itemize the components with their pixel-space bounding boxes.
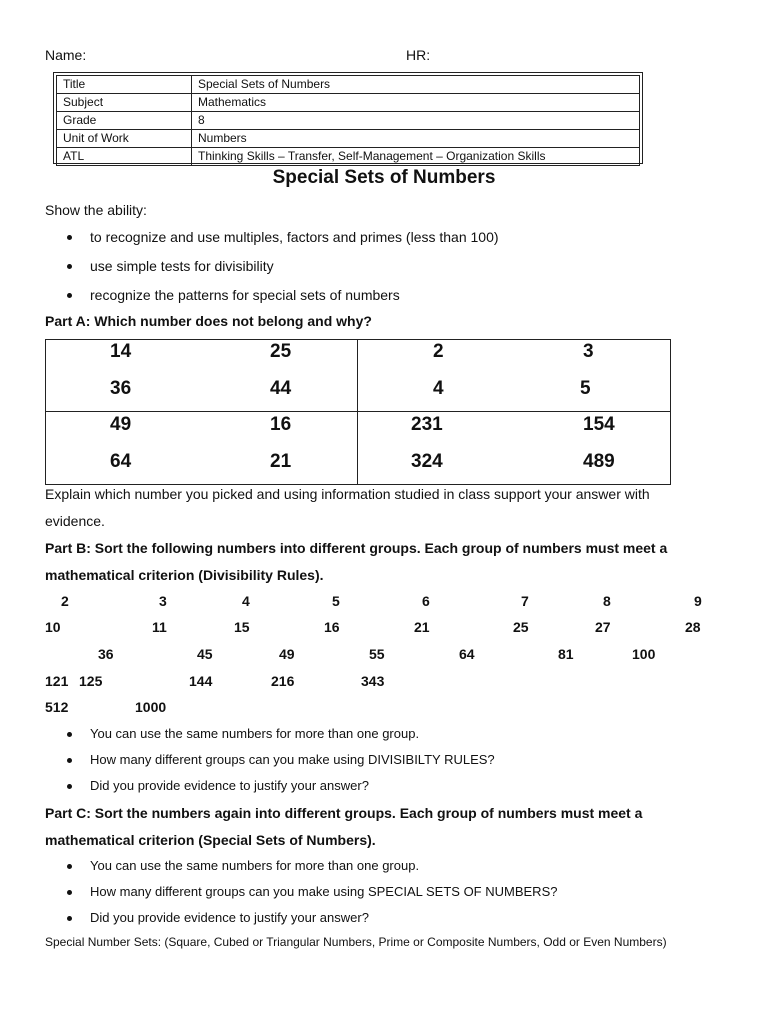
sort-number: 9 <box>694 593 702 609</box>
group-number: 4 <box>433 378 444 399</box>
bullet-dot <box>67 758 72 763</box>
sort-number: 64 <box>459 646 475 662</box>
group-number: 324 <box>411 451 443 472</box>
sort-number: 5 <box>332 593 340 609</box>
part-c-bullet: You can use the same numbers for more than one group. <box>90 858 420 873</box>
table-key: ATL <box>57 148 192 166</box>
group-number: 16 <box>270 414 292 435</box>
part-b-heading: Part B: Sort the following numbers into different groups. Each group of numbers must meet a <box>45 540 668 556</box>
sort-number: 125 <box>79 673 103 689</box>
name-label: Name: <box>45 47 87 63</box>
special-sets-footnote: Special Number Sets: (Square, Cubed or Triangular Numbers, Prime or Composite Numbers, Odd or Even Numbers) <box>45 935 667 949</box>
part-b-bullet: You can use the same numbers for more than one group. <box>90 726 420 741</box>
intro-bullet: to recognize and use multiples, factors and primes (less than 100) <box>90 229 499 245</box>
part-a-heading: Part A: Which number does not belong and why? <box>45 313 372 329</box>
grid-divider <box>45 411 671 412</box>
table-value: Thinking Skills – Transfer, Self-Management – Organization Skills <box>192 148 640 166</box>
intro-lead: Show the ability: <box>45 202 147 218</box>
part-c-heading: mathematical criterion (Special Sets of Numbers). <box>45 832 376 848</box>
sort-number: 3 <box>159 593 167 609</box>
sort-number: 15 <box>234 619 250 635</box>
sort-number: 1000 <box>135 699 167 715</box>
group-number: 5 <box>580 378 591 399</box>
intro-bullet: use simple tests for divisibility <box>90 258 274 274</box>
explain-text: Explain which number you picked and using information studied in class support your answer with <box>45 486 650 502</box>
sort-number: 512 <box>45 699 69 715</box>
bullet-dot <box>67 890 72 895</box>
intro-bullet: recognize the patterns for special sets of numbers <box>90 287 400 303</box>
table-row <box>57 130 640 148</box>
sort-number: 144 <box>189 673 213 689</box>
table-row <box>57 94 640 112</box>
sort-number: 36 <box>98 646 114 662</box>
part-b-bullet: Did you provide evidence to justify your answer? <box>90 778 369 793</box>
group-number: 2 <box>433 341 444 362</box>
table-key: Subject <box>57 94 192 112</box>
hr-label: HR: <box>406 47 431 63</box>
group-number: 49 <box>110 414 132 435</box>
sort-number: 28 <box>685 619 701 635</box>
bullet-dot <box>67 732 72 737</box>
table-row <box>57 148 640 166</box>
table-key: Title <box>57 76 192 94</box>
part-b-bullet: How many different groups can you make using DIVISIBILTY RULES? <box>90 752 495 767</box>
part-c-bullet: Did you provide evidence to justify your answer? <box>90 910 369 925</box>
bullet-dot <box>67 293 72 298</box>
bullet-dot <box>67 784 72 789</box>
sort-number: 11 <box>152 619 167 635</box>
part-c-heading: Part C: Sort the numbers again into different groups. Each group of numbers must meet a <box>45 805 643 821</box>
sort-number: 55 <box>369 646 385 662</box>
sort-number: 21 <box>414 619 430 635</box>
table-row <box>57 76 640 94</box>
group-number: 44 <box>270 378 292 399</box>
bullet-dot <box>67 864 72 869</box>
sort-number: 49 <box>279 646 295 662</box>
group-number: 489 <box>583 451 615 472</box>
sort-number: 2 <box>61 593 69 609</box>
sort-number: 121 <box>45 673 69 689</box>
sort-number: 10 <box>45 619 61 635</box>
sort-number: 45 <box>197 646 213 662</box>
sort-number: 8 <box>603 593 611 609</box>
table-row <box>57 112 640 130</box>
sort-number: 81 <box>558 646 574 662</box>
bullet-dot <box>67 264 72 269</box>
sort-number: 216 <box>271 673 295 689</box>
sort-number: 25 <box>513 619 529 635</box>
group-number: 21 <box>270 451 292 472</box>
sort-number: 100 <box>632 646 656 662</box>
grid-divider <box>357 339 358 485</box>
page-title: Special Sets of Numbers <box>272 167 496 188</box>
group-number: 154 <box>583 414 615 435</box>
sort-number: 4 <box>242 593 250 609</box>
table-key: Grade <box>57 112 192 130</box>
group-number: 36 <box>110 378 132 399</box>
group-number: 231 <box>411 414 443 435</box>
group-number: 25 <box>270 341 292 362</box>
sort-number: 6 <box>422 593 430 609</box>
unit-info-table <box>53 72 643 164</box>
sort-number: 343 <box>361 673 385 689</box>
table-value: 8 <box>192 112 640 130</box>
sort-number: 16 <box>324 619 340 635</box>
table-value: Special Sets of Numbers <box>192 76 640 94</box>
part-c-bullet: How many different groups can you make using SPECIAL SETS OF NUMBERS? <box>90 884 558 899</box>
table-value: Numbers <box>192 130 640 148</box>
sort-number: 27 <box>595 619 611 635</box>
bullet-dot <box>67 235 72 240</box>
table-key: Unit of Work <box>57 130 192 148</box>
part-a-grid <box>45 339 671 485</box>
group-number: 3 <box>583 341 594 362</box>
group-number: 14 <box>110 341 132 362</box>
explain-text: evidence. <box>45 513 105 529</box>
part-b-heading: mathematical criterion (Divisibility Rules). <box>45 567 324 583</box>
sort-number: 7 <box>521 593 529 609</box>
table-value: Mathematics <box>192 94 640 112</box>
group-number: 64 <box>110 451 132 472</box>
bullet-dot <box>67 916 72 921</box>
